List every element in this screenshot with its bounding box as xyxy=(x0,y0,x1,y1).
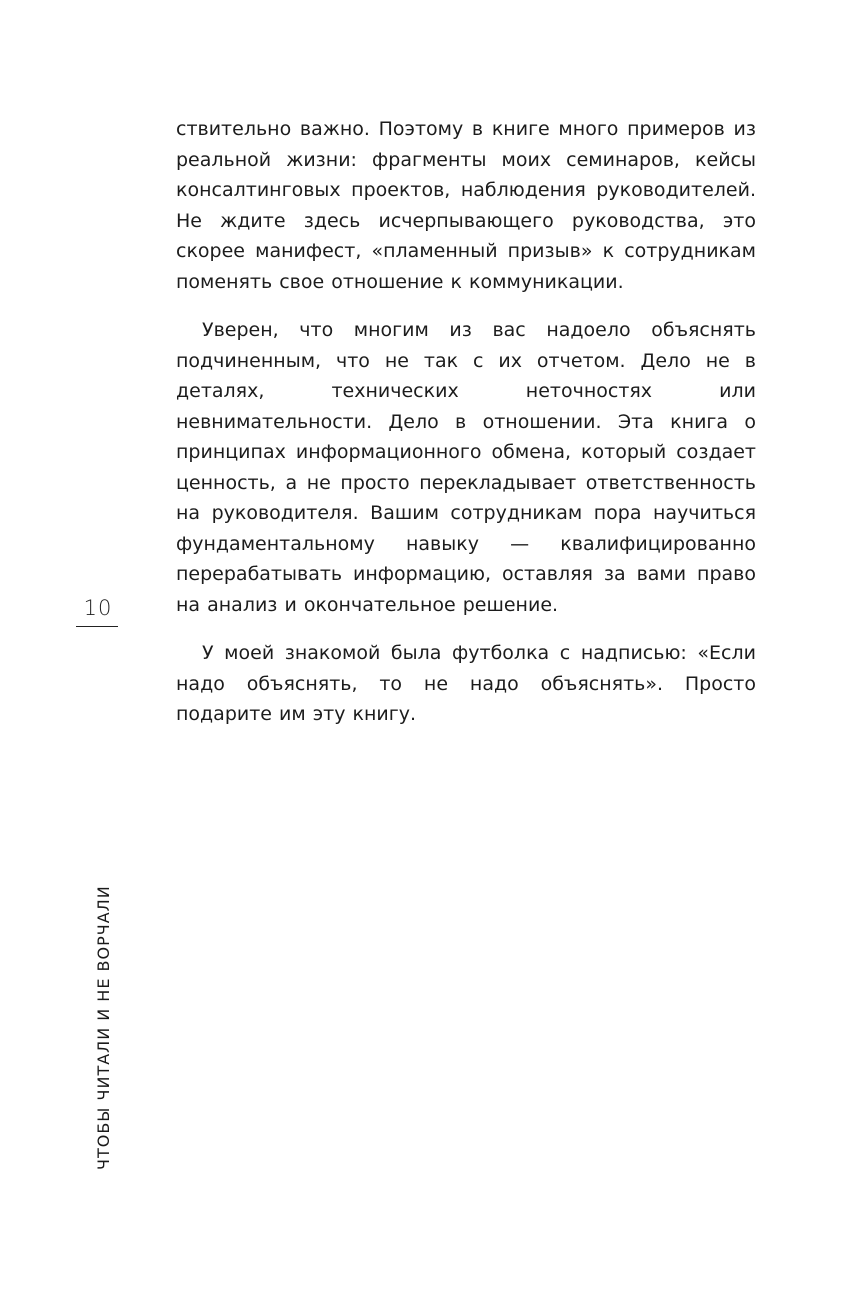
page-number-rule xyxy=(76,626,118,627)
paragraph-continuation: ствительно важно. Поэтому в книге много примеров из реальной жизни: фрагменты моих семинаров, кейсы консалтинговых проектов, наблюдения руководителей. Не ждите здесь исчерпывающего руководства, это скорее манифест, «пламенный призыв» к сотрудникам поменять свое отношение к коммуникации. xyxy=(176,118,756,293)
running-head: ЧТОБЫ ЧИТАЛИ И НЕ ВОРЧАЛИ xyxy=(94,885,113,1170)
running-head-container xyxy=(80,885,113,1170)
paragraph: У моей знакомой была футболка с надписью: «Если надо объяснять, то не надо объяснять». Просто подарите им эту книгу. xyxy=(176,642,756,725)
body-text xyxy=(176,114,756,748)
page-number: 10 xyxy=(83,596,113,620)
paragraph: Уверен, что многим из вас надоело объяснять подчиненным, что не так с их отчетом. Дело не в деталях, технических неточностях или невнимательности. Дело в отношении. Эта книга о принципах информационного обмена, который создает ценность, а не просто перекладывает ответственность на руководителя. Вашим сотрудникам пора научиться фундаментальному навыку — квалифицированно перерабатывать информацию, оставляя за вами право на анализ и окончательное решение. xyxy=(176,319,756,616)
